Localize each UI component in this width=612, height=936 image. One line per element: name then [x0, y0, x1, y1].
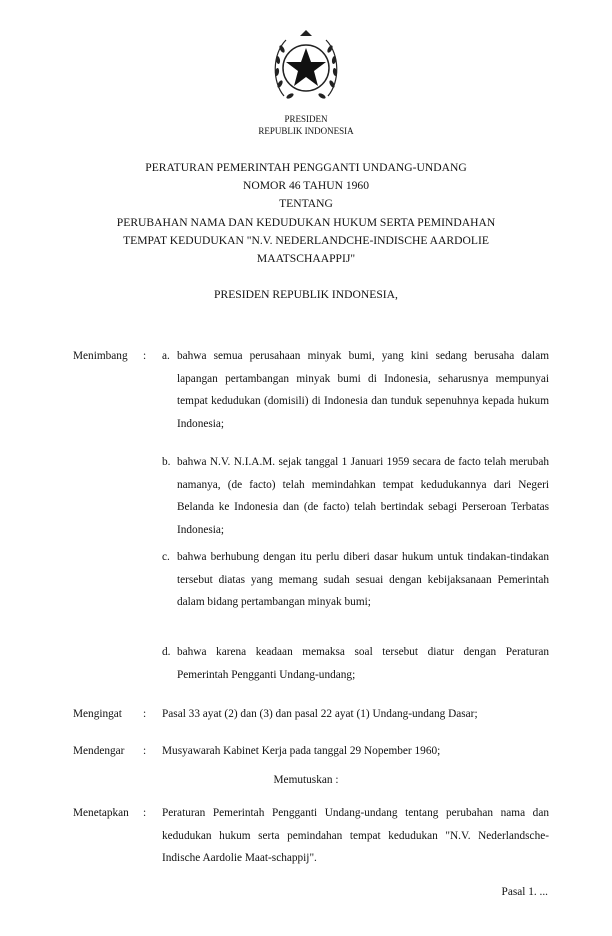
colon: :	[143, 708, 147, 720]
emblem	[270, 24, 342, 112]
memutuskan-heading: Memutuskan :	[273, 774, 339, 786]
document-title	[0, 159, 612, 268]
title-line: TENTANG	[279, 197, 333, 211]
letterhead-line2: REPUBLIK INDONESIA	[258, 126, 354, 136]
colon: :	[143, 807, 147, 819]
next-page-marker: Pasal 1. ...	[501, 886, 548, 898]
item-letter: c.	[162, 551, 170, 563]
menimbang-label: Menimbang	[73, 350, 128, 362]
menimbang-item-b	[73, 451, 549, 541]
item-letter: a.	[162, 350, 170, 362]
menimbang-item-a	[73, 345, 549, 435]
menimbang-item-d	[73, 641, 549, 686]
item-text: bahwa karena keadaan memaksa soal tersebut diatur dengan Peraturan Pemerintah Pengganti Undang-undang;	[177, 646, 549, 681]
mengingat-text: Pasal 33 ayat (2) dan (3) dan pasal 22 ayat (1) Undang-undang Dasar;	[162, 708, 478, 720]
letterhead	[0, 113, 612, 137]
president-heading: PRESIDEN REPUBLIK INDONESIA,	[214, 288, 398, 301]
garuda-star-wreath-emblem-icon	[270, 24, 342, 112]
letterhead-line1: PRESIDEN	[284, 114, 328, 124]
mendengar-section	[73, 740, 549, 763]
title-line: TEMPAT KEDUDUKAN "N.V. NEDERLANDCHE-INDISCHE AARDOLIE	[123, 233, 489, 247]
title-line: NOMOR 46 TAHUN 1960	[242, 179, 370, 193]
item-text: bahwa berhubung dengan itu perlu diberi dasar hukum untuk tindakan-tindakan tersebut diatas yang memang sudah sesuai dengan kebijaksanaan Pemerintah dalam bidang pertambangan minyak bumi;	[177, 551, 549, 608]
title-line: MAATSCHAAPPIJ"	[256, 252, 356, 266]
mengingat-section	[73, 703, 549, 726]
mendengar-text: Musyawarah Kabinet Kerja pada tanggal 29 Nopember 1960;	[162, 745, 441, 757]
colon: :	[143, 745, 147, 757]
menimbang-item-c	[73, 546, 549, 614]
item-text: bahwa N.V. N.I.A.M. sejak tanggal 1 Januari 1959 secara de facto telah merubah namanya, (de facto) telah memindahkan tempat kedudukannya dari Negeri Belanda ke Indonesia dan (de facto) telah bertindak sebagi Perseroan Terbatas Indonesia;	[177, 456, 549, 536]
item-letter: b.	[162, 456, 171, 468]
item-letter: d.	[162, 646, 171, 658]
item-text: bahwa semua perusahaan minyak bumi, yang kini sedang berusaha dalam lapangan pertambangan minyak bumi di Indonesia, seharusnya mempunyai tempat kedudukan (domisili) di Indonesia dan tunduk sepenuhnya kepada hukum Indonesia;	[177, 350, 549, 430]
colon: :	[143, 350, 147, 362]
title-line: PERATURAN PEMERINTAH PENGGANTI UNDANG-UNDANG	[145, 161, 467, 174]
menetapkan-label: Menetapkan	[73, 807, 129, 819]
title-line: PERUBAHAN NAMA DAN KEDUDUKAN HUKUM SERTA PEMINDAHAN	[116, 215, 496, 229]
mendengar-label: Mendengar	[73, 745, 125, 757]
menetapkan-section	[73, 802, 549, 870]
menetapkan-text: Peraturan Pemerintah Pengganti Undang-undang tentang perubahan nama dan kedudukan hukum serta pemindahan tempat kedudukan "N.V. Nederlandsche-Indische Aardolie Maat-schappij".	[162, 807, 549, 864]
mengingat-label: Mengingat	[73, 708, 122, 720]
